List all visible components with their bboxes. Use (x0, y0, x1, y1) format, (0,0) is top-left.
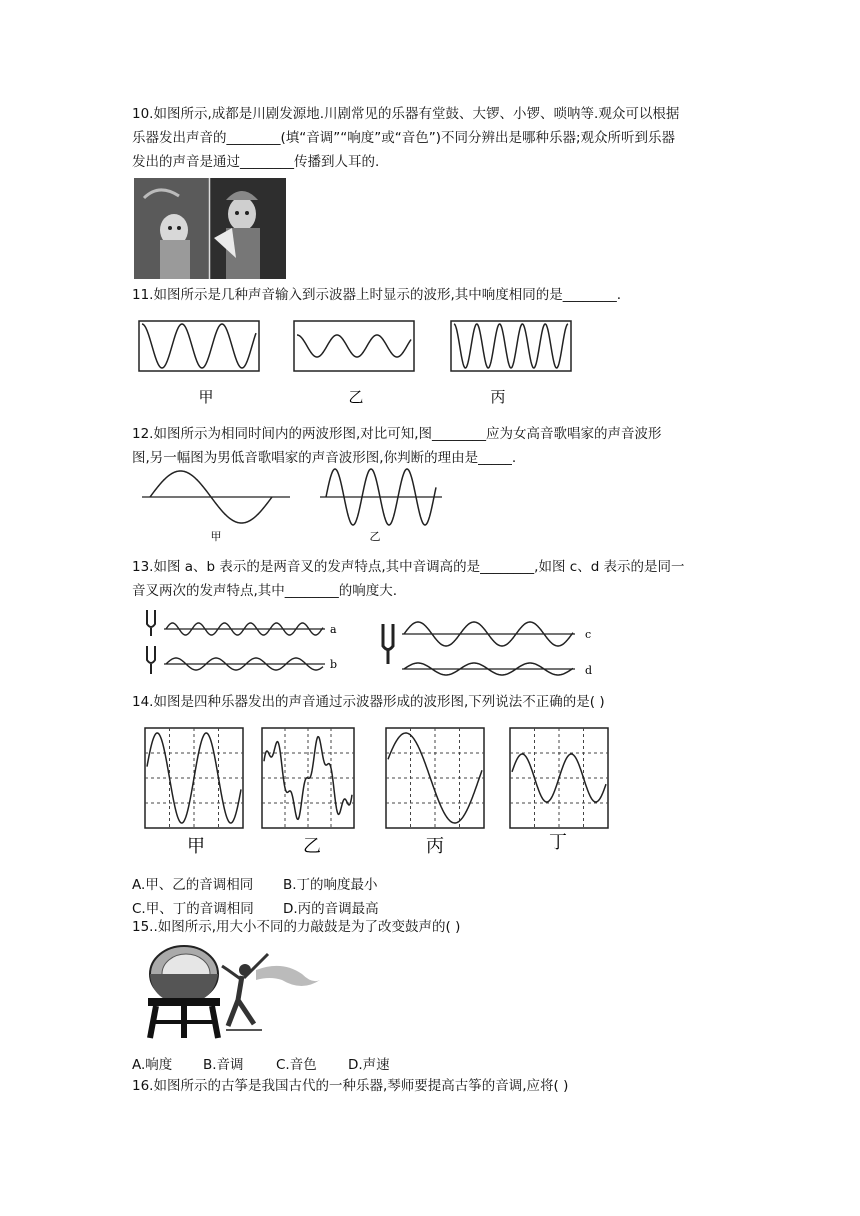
q15-option-c[interactable]: C.音色 (276, 1057, 317, 1073)
q11-scope-jia (139, 321, 259, 371)
q14-line-1: 14.如图是四种乐器发出的声音通过示波器形成的波形图,下列说法不正确的是( ) (132, 694, 605, 710)
q14-label-ding: 丁 (549, 832, 567, 853)
q14-label-jia: 甲 (187, 836, 205, 857)
tuning-fork-c-icon (383, 624, 393, 664)
q12-label-yi: 乙 (369, 530, 381, 543)
q12-line-2: 图,另一幅图为男低音歌唱家的声音波形图,你判断的理由是_____. (132, 450, 517, 466)
q14-option-b[interactable]: B.丁的响度最小 (283, 877, 378, 893)
q13-tuning-fork-figure (140, 606, 600, 680)
q13-label-b: b (330, 658, 338, 671)
q11-scope-yi (294, 321, 414, 371)
q11-waveform-figure (134, 318, 574, 410)
q12-line-1: 12.如图所示为相同时间内的两波形图,对比可知,图________应为女高音歌唱家的声音波形 (132, 426, 662, 442)
q15-option-a[interactable]: A.响度 (132, 1057, 173, 1073)
drum-drummer-illustration (142, 940, 322, 1040)
tuning-fork-a-icon (147, 610, 155, 636)
q10-line-2: 乐器发出声音的________(填“音调”“响度”或“音色”)不同分辨出是哪种乐器;观众所听到乐器 (132, 130, 676, 146)
q12-label-jia: 甲 (210, 530, 222, 543)
q10-line-1: 10.如图所示,成都是川剧发源地.川剧常见的乐器有堂鼓、大锣、小锣、唢呐等.观众可以根据 (132, 106, 680, 122)
q14-scope-jia (145, 728, 243, 828)
q14-oscilloscope-figure (140, 724, 620, 864)
q12-waveform-figure (140, 462, 450, 544)
q11-line-1: 11.如图所示是几种声音输入到示波器上时显示的波形,其中响度相同的是________. (132, 287, 622, 303)
q14-scope-ding (510, 728, 608, 828)
q11-label-jia: 甲 (198, 388, 214, 406)
q15-option-b[interactable]: B.音调 (203, 1057, 244, 1073)
q14-label-bing: 丙 (426, 836, 444, 857)
q13-line-1: 13.如图 a、b 表示的是两音叉的发声特点,其中音调高的是________,如图 c、d 表示的是同一 (132, 559, 685, 575)
q14-option-a[interactable]: A.甲、乙的音调相同 (132, 877, 254, 893)
q14-label-yi: 乙 (303, 836, 321, 857)
q13-line-2: 音叉两次的发声特点,其中________的响度大. (132, 583, 398, 599)
sichuan-opera-photo (134, 178, 286, 279)
tuning-fork-b-icon (147, 646, 155, 674)
q14-option-d[interactable]: D.丙的音调最高 (283, 901, 379, 917)
q13-label-a: a (330, 623, 337, 636)
q13-label-c: c (585, 628, 592, 641)
q16-line-1: 16.如图所示的古筝是我国古代的一种乐器,琴师要提高古筝的音调,应将( ) (132, 1078, 569, 1094)
q15-line-1: 15..如图所示,用大小不同的力敲鼓是为了改变鼓声的( ) (132, 919, 461, 935)
q15-option-d[interactable]: D.声速 (348, 1057, 390, 1073)
q13-label-d: d (585, 664, 593, 677)
q11-label-yi: 乙 (348, 388, 364, 406)
q10-line-3: 发出的声音是通过________传播到人耳的. (132, 154, 380, 170)
q14-scope-yi (262, 728, 354, 828)
q14-option-c[interactable]: C.甲、丁的音调相同 (132, 901, 254, 917)
q14-scope-bing (386, 728, 484, 828)
q11-scope-bing (451, 321, 571, 371)
q11-label-bing: 丙 (490, 388, 506, 406)
